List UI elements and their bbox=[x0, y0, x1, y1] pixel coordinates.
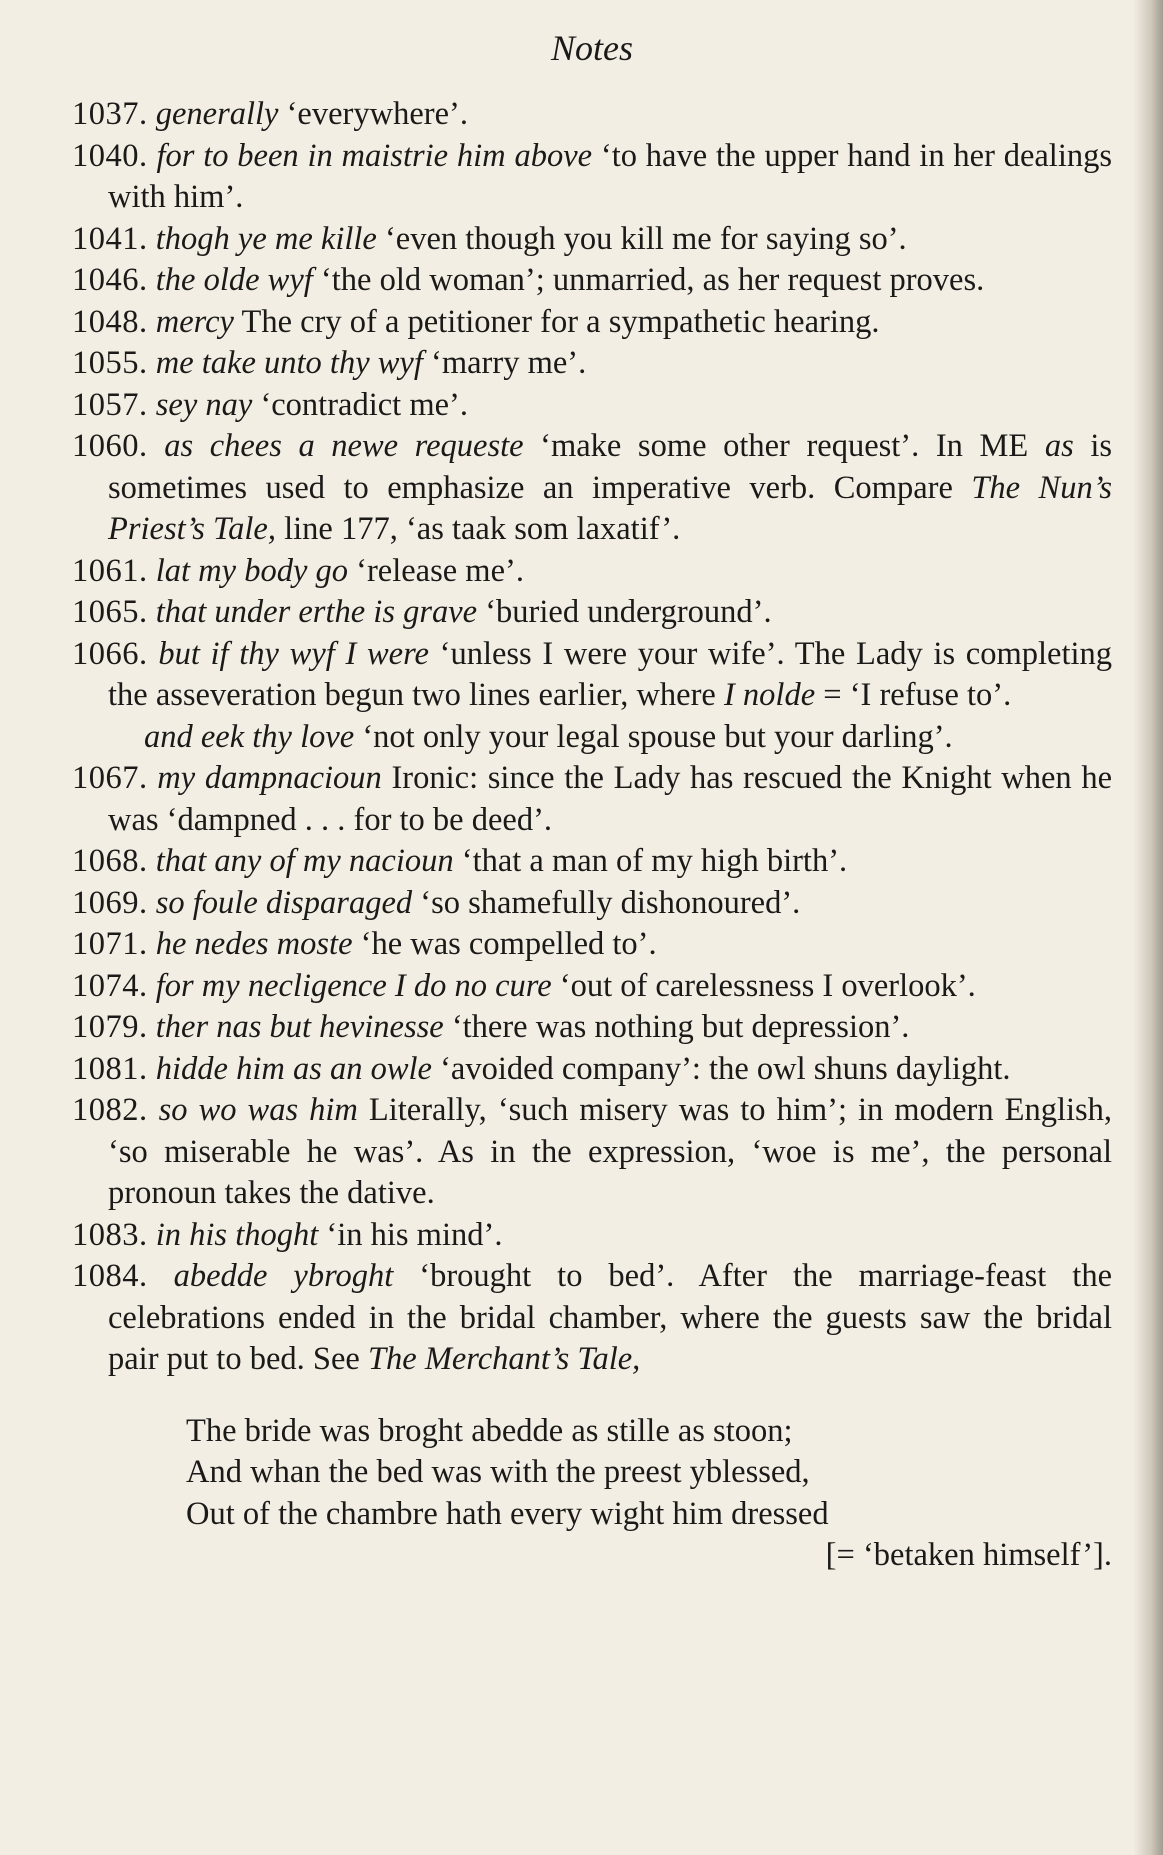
note-gloss: is sometimes used to emphasize an imperative verb. Compare bbox=[108, 428, 1113, 506]
note-entry bbox=[72, 592, 1112, 634]
quotation-line: The bride was broght abedde as stille as stoon; bbox=[186, 1412, 793, 1449]
note-gloss: ‘marry me’. bbox=[422, 345, 587, 381]
note-line-number: 1046. bbox=[72, 262, 148, 298]
note-line-number: 1067. bbox=[72, 760, 148, 796]
note-gloss: ‘there was nothing but depression’. bbox=[443, 1009, 910, 1045]
note-italic-term: The Merchant’s Tale, bbox=[367, 1341, 641, 1377]
note-line-number: 1061. bbox=[72, 552, 148, 589]
note-gloss: ‘even though you kill me for saying so’. bbox=[376, 220, 907, 257]
note-gloss: The cry of a petitioner for a sympathetic hearing. bbox=[233, 303, 880, 340]
note-entry bbox=[72, 966, 1112, 1008]
note-lemma: ther nas but hevinesse bbox=[155, 1009, 444, 1045]
note-entry bbox=[72, 385, 1112, 427]
note-lemma: as chees a newe requeste bbox=[164, 428, 524, 464]
note-lemma: in his thoght bbox=[155, 1216, 319, 1253]
note-entry bbox=[72, 1090, 1112, 1215]
note-entry bbox=[72, 841, 1112, 883]
note-gloss: Ironic: since the Lady has rescued the Knight when he was ‘dampned . . . for to be deed’. bbox=[108, 760, 1113, 838]
note-gloss: ‘the old woman’; unmarried, as her request proves. bbox=[312, 262, 985, 298]
note-gloss: ‘make some other request’. In ME bbox=[523, 428, 1045, 464]
note-italic-term: as bbox=[1044, 428, 1074, 464]
block-quotation bbox=[72, 1411, 1112, 1577]
note-entry bbox=[72, 1007, 1112, 1049]
note-lemma: and eek thy love bbox=[144, 718, 355, 755]
note-lemma: for my necligence I do no cure bbox=[155, 967, 552, 1004]
note-lemma: but if thy wyf I were bbox=[158, 635, 429, 672]
note-lemma: so wo was him bbox=[158, 1092, 358, 1128]
note-line-number: 1081. bbox=[72, 1050, 148, 1087]
note-gloss: ‘that a man of my high birth’. bbox=[453, 843, 848, 879]
note-line-number: 1084. bbox=[72, 1258, 148, 1294]
note-gloss: ‘not only your legal spouse but your darling’. bbox=[354, 718, 953, 755]
note-gloss: ‘contradict me’. bbox=[252, 386, 468, 423]
note-line-number: 1055. bbox=[72, 345, 148, 381]
note-gloss: ‘in his mind’. bbox=[318, 1216, 503, 1253]
note-line-number: 1037. bbox=[72, 96, 148, 132]
note-entry bbox=[72, 343, 1112, 385]
note-gloss: Literally, ‘such misery was to him’; in modern English, ‘so miserable he was’. As in the expression, ‘woe is me’, the personal pronoun takes the dative. bbox=[108, 1092, 1113, 1211]
note-line-number: 1068. bbox=[72, 843, 148, 879]
note-lemma: generally bbox=[155, 96, 279, 132]
note-lemma: abedde ybroght bbox=[173, 1258, 394, 1294]
note-entry bbox=[72, 758, 1112, 841]
page bbox=[72, 22, 1112, 1577]
quotation-gloss: [= ‘betaken himself’]. bbox=[825, 1537, 1112, 1573]
note-lemma: for to been in maistrie him above bbox=[156, 137, 593, 174]
note-lemma: lat my body go bbox=[155, 552, 349, 589]
note-entry bbox=[72, 551, 1112, 593]
note-entry bbox=[72, 219, 1112, 261]
note-entry bbox=[72, 260, 1112, 302]
note-line-number: 1071. bbox=[72, 926, 148, 962]
note-entry bbox=[72, 1215, 1112, 1257]
note-gloss: line 177, ‘as taak som laxatif’. bbox=[275, 511, 681, 547]
note-line-number: 1079. bbox=[72, 1009, 148, 1045]
page-edge-shadow bbox=[1133, 0, 1163, 1855]
note-line-number: 1065. bbox=[72, 594, 148, 630]
quotation-line: And whan the bed was with the preest yblessed, bbox=[186, 1454, 810, 1490]
note-gloss: ‘so shamefully dishonoured’. bbox=[412, 884, 801, 921]
note-entry bbox=[72, 634, 1112, 717]
note-line-number: 1041. bbox=[72, 220, 148, 257]
note-gloss: ‘everywhere’. bbox=[278, 96, 468, 132]
note-gloss: ‘he was compelled to’. bbox=[352, 926, 657, 962]
notes-list bbox=[72, 94, 1112, 1381]
note-line-number: 1060. bbox=[72, 428, 148, 464]
note-lemma: me take unto thy wyf bbox=[155, 345, 423, 381]
note-line-number: 1066. bbox=[72, 635, 148, 672]
note-lemma: mercy bbox=[155, 303, 234, 340]
note-entry bbox=[72, 924, 1112, 966]
note-gloss: ‘avoided company’: the owl shuns daylight. bbox=[431, 1050, 1011, 1087]
note-entry bbox=[72, 1256, 1112, 1381]
note-gloss: ‘unless I were your wife’. The Lady is completing the asseveration begun two lines earlier, where bbox=[108, 635, 1113, 713]
note-lemma: my dampnacioun bbox=[157, 760, 382, 796]
note-lemma: so foule disparaged bbox=[155, 884, 413, 921]
note-gloss: ‘release me’. bbox=[348, 552, 524, 589]
note-lemma: the olde wyf bbox=[155, 262, 313, 298]
note-entry bbox=[72, 426, 1112, 551]
note-gloss: ‘out of carelessness I overlook’. bbox=[551, 967, 976, 1004]
note-line-number: 1069. bbox=[72, 884, 148, 921]
note-lemma: sey nay bbox=[155, 386, 253, 423]
note-gloss: ‘buried underground’. bbox=[477, 594, 772, 630]
note-lemma: thogh ye me kille bbox=[155, 220, 377, 257]
note-line-number: 1082. bbox=[72, 1092, 148, 1128]
note-line-number: 1074. bbox=[72, 967, 148, 1004]
quotation-line: Out of the chambre hath every wight him dressed bbox=[186, 1495, 829, 1532]
note-entry bbox=[72, 883, 1112, 925]
note-gloss: = ‘I refuse to’. bbox=[815, 677, 1012, 713]
note-entry bbox=[72, 94, 1112, 136]
note-line-number: 1057. bbox=[72, 386, 148, 423]
note-line-number: 1048. bbox=[72, 303, 148, 340]
note-entry bbox=[72, 1049, 1112, 1091]
note-italic-term: I nolde bbox=[723, 677, 816, 713]
note-lemma: hidde him as an owle bbox=[155, 1050, 432, 1087]
note-line-number: 1083. bbox=[72, 1216, 148, 1253]
running-header: Notes bbox=[550, 28, 633, 68]
note-lemma: that under erthe is grave bbox=[155, 594, 478, 630]
note-entry bbox=[72, 717, 1112, 759]
note-gloss: ‘to have the upper hand in her dealings with him’. bbox=[108, 137, 1113, 215]
note-entry bbox=[72, 136, 1112, 219]
note-italic-term: The Nun’s Priest’s Tale, bbox=[108, 469, 1112, 547]
note-lemma: he nedes moste bbox=[155, 926, 353, 962]
note-gloss: ‘brought to bed’. After the marriage-feast the celebrations ended in the bridal chamber, where the guests saw the bridal pair put to bed. See bbox=[108, 1258, 1112, 1377]
note-line-number: 1040. bbox=[72, 137, 148, 174]
note-lemma: that any of my nacioun bbox=[155, 843, 454, 879]
note-entry bbox=[72, 302, 1112, 344]
